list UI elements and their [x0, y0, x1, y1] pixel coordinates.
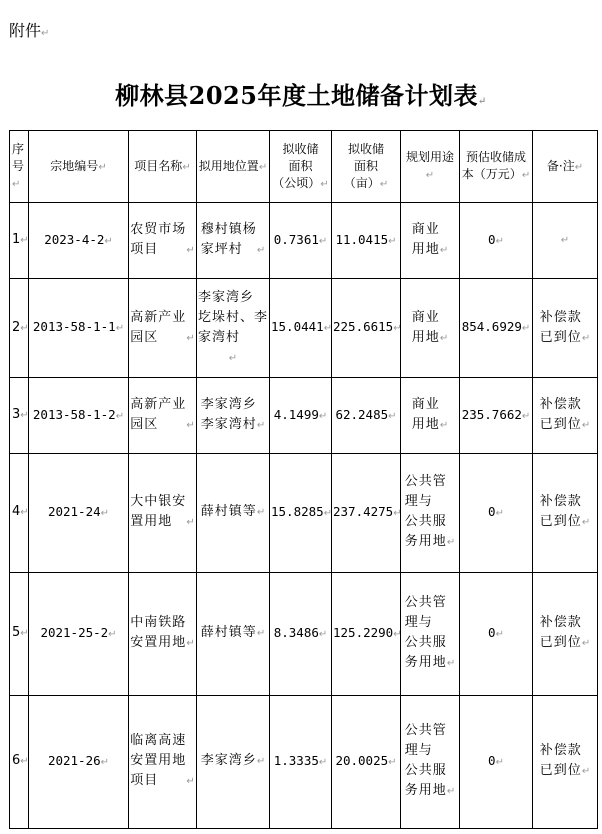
col-project-name-header: 项目名称↵	[129, 131, 197, 203]
area-mu: 20.0025↵	[332, 695, 401, 828]
estimated-cost: 0↵	[460, 572, 533, 695]
col-location-header: 拟用地位置↵	[197, 131, 270, 203]
col-remarks-header: 备·注↵	[533, 131, 598, 203]
area-mu: 225.6615↵	[332, 279, 401, 378]
remarks: ↵	[533, 203, 598, 279]
project-name: 中南铁路 安置用地↵	[129, 572, 197, 695]
table-header-row	[10, 131, 598, 203]
col-estimated-cost-header: 预估收储成 本（万元）↵	[460, 131, 533, 203]
planned-use: 商业 用地↵	[401, 378, 460, 454]
estimated-cost: 0↵	[460, 454, 533, 572]
remarks: 补偿款 已到位↵	[533, 279, 598, 378]
remarks: 补偿款 已到位↵	[533, 378, 598, 454]
project-name: 大中银安 置用地 ↵	[129, 454, 197, 572]
row-index: 6↵	[10, 695, 29, 828]
area-mu: 11.0415↵	[332, 203, 401, 279]
area-hectare: 15.0441↵	[270, 279, 332, 378]
remarks: 补偿款 已到位↵	[533, 572, 598, 695]
table-row	[10, 454, 598, 572]
row-index: 1↵	[10, 203, 29, 279]
project-name: 高新产业 园区 ↵	[129, 279, 197, 378]
col-planned-use-header: 规划用途↵	[401, 131, 460, 203]
parcel-code: 2021-25-2↵	[29, 572, 129, 695]
remarks: 补偿款 已到位↵	[533, 454, 598, 572]
area-hectare: 1.3335↵	[270, 695, 332, 828]
land-reserve-plan-table	[9, 130, 598, 829]
area-mu: 125.2290↵	[332, 572, 401, 695]
parcel-code: 2021-26↵	[29, 695, 129, 828]
project-name: 农贸市场 项目 ↵	[129, 203, 197, 279]
table-row	[10, 572, 598, 695]
table-row	[10, 378, 598, 454]
location: 李家湾乡 李家湾村↵	[197, 378, 270, 454]
col-area-mu-header: 拟收储 面积 （亩）↵	[332, 131, 401, 203]
row-index: 2↵	[10, 279, 29, 378]
estimated-cost: 854.6929↵	[460, 279, 533, 378]
estimated-cost: 235.7662↵	[460, 378, 533, 454]
row-index: 4↵	[10, 454, 29, 572]
area-hectare: 0.7361↵	[270, 203, 332, 279]
location: 薛村镇等↵	[197, 454, 270, 572]
planned-use: 公共管 理与 公共服 务用地↵	[401, 454, 460, 572]
col-index-header: 序 号↵	[10, 131, 29, 203]
estimated-cost: 0↵	[460, 203, 533, 279]
location: 李家湾乡↵	[197, 695, 270, 828]
area-mu: 237.4275↵	[332, 454, 401, 572]
location: 穆村镇杨 家坪村 ↵	[197, 203, 270, 279]
parcel-code: 2013-58-1-1↵	[29, 279, 129, 378]
location: 李家湾乡 圪垛村、李 家湾村↵	[197, 279, 270, 378]
project-name: 临离高速 安置用地 项目 ↵	[129, 695, 197, 828]
attachment-label: 附件↵	[9, 21, 50, 40]
parcel-code: 2023-4-2↵	[29, 203, 129, 279]
table-row	[10, 203, 598, 279]
planned-use: 公共管 理与 公共服 务用地↵	[401, 572, 460, 695]
estimated-cost: 0↵	[460, 695, 533, 828]
area-hectare: 15.8285↵	[270, 454, 332, 572]
col-parcel-code-header: 宗地编号↵	[29, 131, 129, 203]
area-hectare: 8.3486↵	[270, 572, 332, 695]
remarks: 补偿款 已到位↵	[533, 695, 598, 828]
page-title: 柳林县2025年度土地储备计划表↵	[115, 81, 487, 110]
location: 薛村镇等↵	[197, 572, 270, 695]
table-row	[10, 279, 598, 378]
row-index: 5↵	[10, 572, 29, 695]
planned-use: 公共管 理与 公共服 务用地↵	[401, 695, 460, 828]
planned-use: 商业 用地↵	[401, 203, 460, 279]
area-mu: 62.2485↵	[332, 378, 401, 454]
col-area-hectare-header: 拟收储 面积 （公顷）↵	[270, 131, 332, 203]
parcel-code: 2021-24↵	[29, 454, 129, 572]
parcel-code: 2013-58-1-2↵	[29, 378, 129, 454]
row-index: 3↵	[10, 378, 29, 454]
planned-use: 商业 用地↵	[401, 279, 460, 378]
area-hectare: 4.1499↵	[270, 378, 332, 454]
project-name: 高新产业 园区 ↵	[129, 378, 197, 454]
table-row	[10, 695, 598, 828]
